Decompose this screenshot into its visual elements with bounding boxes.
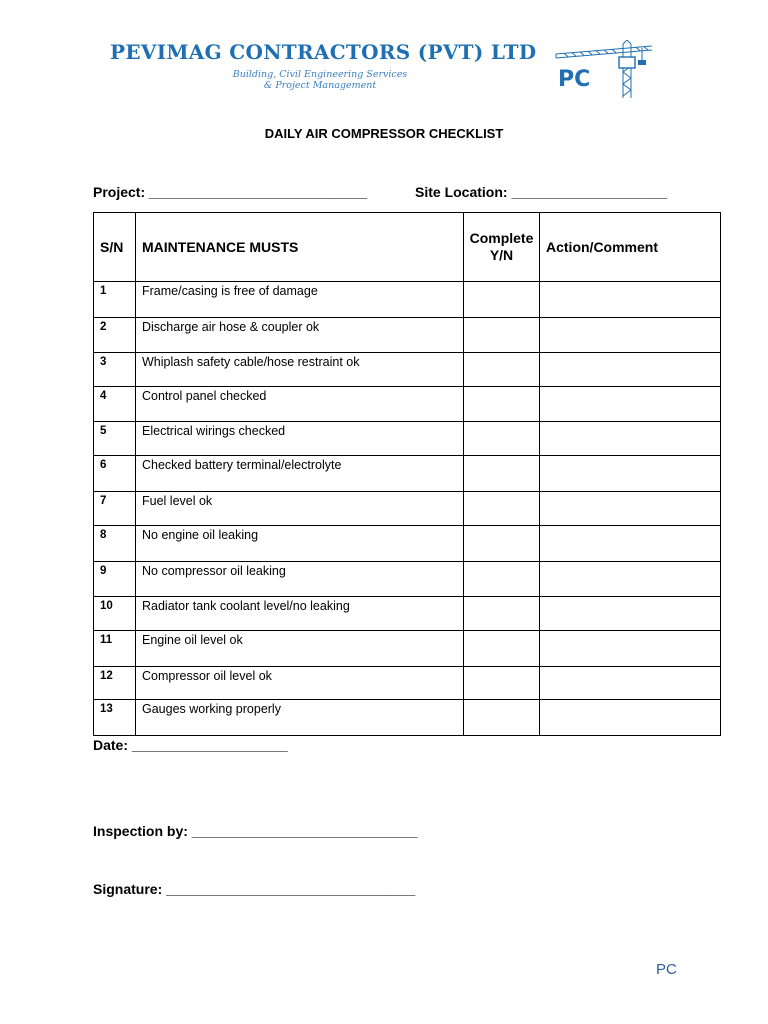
row-complete-cell[interactable] (464, 282, 540, 318)
row-complete-cell[interactable] (464, 631, 540, 667)
row-task: Fuel level ok (136, 492, 464, 526)
row-complete-cell[interactable] (464, 492, 540, 526)
row-comment-cell[interactable] (540, 353, 721, 387)
row-task: No engine oil leaking (136, 526, 464, 562)
row-complete-cell[interactable] (464, 562, 540, 597)
row-comment-cell[interactable] (540, 597, 721, 631)
row-comment-cell[interactable] (540, 282, 721, 318)
row-sn: 7 (94, 492, 136, 526)
row-task: No compressor oil leaking (136, 562, 464, 597)
row-comment-cell[interactable] (540, 526, 721, 562)
row-sn: 3 (94, 353, 136, 387)
logo-text: PC (558, 67, 591, 92)
header-action-comment: Action/Comment (540, 213, 721, 282)
row-comment-cell[interactable] (540, 562, 721, 597)
header-maintenance-musts: MAINTENANCE MUSTS (136, 213, 464, 282)
row-comment-cell[interactable] (540, 700, 721, 736)
row-task: Gauges working properly (136, 700, 464, 736)
company-tagline (200, 69, 440, 91)
header-sn: S/N (94, 213, 136, 282)
table-row (94, 387, 721, 422)
table-row (94, 456, 721, 492)
row-sn: 13 (94, 700, 136, 736)
row-complete-cell[interactable] (464, 318, 540, 353)
row-complete-cell[interactable] (464, 597, 540, 631)
header-complete: Complete Y/N (464, 213, 540, 282)
checklist-table (93, 212, 721, 736)
table-row (94, 562, 721, 597)
row-sn: 10 (94, 597, 136, 631)
table-row (94, 526, 721, 562)
table-row (94, 631, 721, 667)
row-complete-cell[interactable] (464, 387, 540, 422)
tagline-line-1: Building, Civil Engineering Services (232, 69, 408, 80)
row-comment-cell[interactable] (540, 422, 721, 456)
row-task: Compressor oil level ok (136, 667, 464, 700)
row-sn: 2 (94, 318, 136, 353)
signature-field[interactable]: Signature: ________________________________ (93, 881, 416, 897)
row-task: Checked battery terminal/electrolyte (136, 456, 464, 492)
company-logo (552, 40, 662, 100)
row-sn: 9 (94, 562, 136, 597)
table-header-row (94, 213, 721, 282)
row-task: Whiplash safety cable/hose restraint ok (136, 353, 464, 387)
date-field[interactable]: Date: ____________________ (93, 737, 288, 753)
row-complete-cell[interactable] (464, 526, 540, 562)
row-comment-cell[interactable] (540, 318, 721, 353)
project-field[interactable]: Project: ____________________________ (93, 184, 368, 200)
inspection-by-field[interactable]: Inspection by: _____________________________ (93, 823, 418, 839)
row-complete-cell[interactable] (464, 456, 540, 492)
footer-mark: PC (656, 961, 677, 978)
table-row (94, 282, 721, 318)
row-sn: 12 (94, 667, 136, 700)
table-row (94, 318, 721, 353)
row-complete-cell[interactable] (464, 353, 540, 387)
row-complete-cell[interactable] (464, 667, 540, 700)
document-title: DAILY AIR COMPRESSOR CHECKLIST (264, 126, 504, 141)
row-sn: 8 (94, 526, 136, 562)
table-row (94, 700, 721, 736)
row-comment-cell[interactable] (540, 387, 721, 422)
row-task: Engine oil level ok (136, 631, 464, 667)
table-row (94, 353, 721, 387)
row-complete-cell[interactable] (464, 422, 540, 456)
site-location-field[interactable]: Site Location: ____________________ (415, 184, 668, 200)
row-complete-cell[interactable] (464, 700, 540, 736)
tagline-line-2: & Project Management (263, 80, 377, 91)
row-task: Discharge air hose & coupler ok (136, 318, 464, 353)
row-task: Frame/casing is free of damage (136, 282, 464, 318)
row-sn: 6 (94, 456, 136, 492)
row-sn: 4 (94, 387, 136, 422)
row-comment-cell[interactable] (540, 492, 721, 526)
row-task: Control panel checked (136, 387, 464, 422)
table-row (94, 422, 721, 456)
row-sn: 5 (94, 422, 136, 456)
row-comment-cell[interactable] (540, 631, 721, 667)
row-sn: 11 (94, 631, 136, 667)
row-sn: 1 (94, 282, 136, 318)
row-task: Radiator tank coolant level/no leaking (136, 597, 464, 631)
table-row (94, 667, 721, 700)
row-comment-cell[interactable] (540, 456, 721, 492)
row-comment-cell[interactable] (540, 667, 721, 700)
table-row (94, 492, 721, 526)
company-name: PEVIMAG CONTRACTORS (PVT) LTD (110, 40, 537, 64)
table-row (94, 597, 721, 631)
row-task: Electrical wirings checked (136, 422, 464, 456)
